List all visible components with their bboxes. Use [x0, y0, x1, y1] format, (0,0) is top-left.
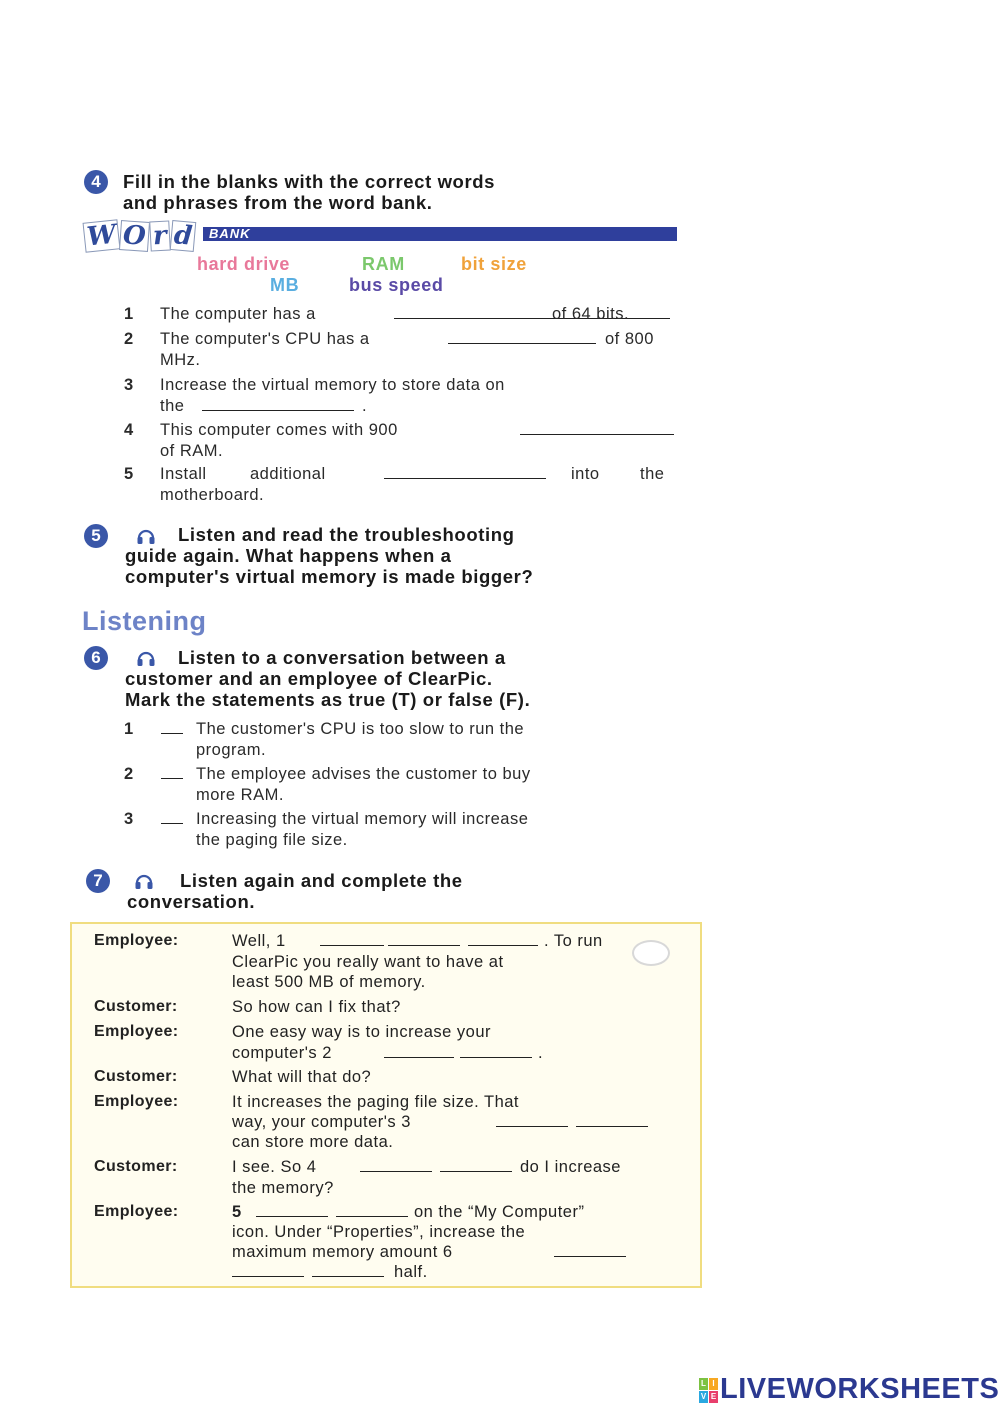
dialog-text: What will that do? — [232, 1068, 372, 1086]
answer-blank[interactable] — [468, 931, 538, 946]
dialog-text: do I increase — [520, 1158, 621, 1176]
item-text: the paging file size. — [196, 831, 348, 849]
item-number: 3 — [124, 376, 134, 394]
dialog-line — [232, 1092, 652, 1154]
true-false-item — [124, 719, 676, 761]
item-number: 1 — [124, 720, 134, 738]
speaker-label: Employee: — [94, 1203, 179, 1220]
dialog-text: computer's 2 — [232, 1044, 332, 1062]
dialog-text: One easy way is to increase your — [232, 1023, 492, 1041]
word-bank-bar: BANK — [203, 227, 677, 241]
item-text: program. — [196, 741, 267, 759]
dialog-text: icon. Under “Properties”, increase the — [232, 1223, 526, 1241]
answer-blank[interactable] — [440, 1157, 512, 1172]
dialog-text: on the “My Computer” — [414, 1203, 585, 1221]
item-text: Install — [160, 465, 207, 483]
word-bank-letter: d — [169, 220, 196, 252]
item-text: more RAM. — [196, 786, 284, 804]
exercise-4-item — [124, 464, 676, 506]
exercise-5-line2: guide again. What happens when a — [125, 545, 452, 566]
answer-blank[interactable] — [232, 1262, 304, 1277]
dialog-text: . — [538, 1044, 544, 1062]
item-text: The computer's CPU has a — [160, 330, 370, 348]
dialog-line — [232, 1157, 662, 1199]
item-number: 5 — [124, 465, 134, 483]
item-text: the — [160, 397, 185, 415]
answer-blank[interactable] — [360, 1157, 432, 1172]
answer-blank[interactable] — [554, 1242, 626, 1257]
exercise-4-heading — [123, 171, 495, 213]
exercise-5-line3: computer's virtual memory is made bigger? — [125, 566, 534, 587]
dialog-text: I see. So 4 — [232, 1158, 317, 1176]
bank-word-bit-size: bit size — [461, 254, 527, 274]
liveworksheets-logo-text[interactable]: LIVEWORKSHEETS — [720, 1373, 1000, 1405]
tf-answer-blank[interactable] — [161, 719, 183, 734]
answer-blank[interactable] — [520, 420, 674, 435]
badge-letter-v: V — [700, 1392, 707, 1401]
item-text: The customer's CPU is too slow to run the — [196, 720, 525, 738]
exercise-4-heading-line1: Fill in the blanks with the correct words — [123, 171, 496, 192]
answer-blank[interactable] — [460, 1043, 532, 1058]
dialog-line — [232, 1202, 662, 1284]
dialog-text: ClearPic you really want to have at — [232, 953, 504, 971]
dialog-text: the memory? — [232, 1179, 334, 1197]
item-text: The computer has a — [160, 305, 316, 323]
item-number: 2 — [124, 330, 134, 348]
exercise-4-heading-line2: and phrases from the word bank. — [123, 192, 433, 213]
exercise-4-item — [124, 420, 676, 462]
badge-letter-e: E — [710, 1392, 717, 1401]
item-number: 2 — [124, 765, 134, 783]
item-text: the — [640, 465, 665, 483]
dialog-text: maximum memory amount 6 — [232, 1243, 453, 1261]
item-text: of RAM. — [160, 442, 224, 460]
word-bank-letter: O — [119, 220, 150, 252]
item-text: of 800 — [605, 330, 654, 348]
dialog-text: way, your computer's 3 — [232, 1113, 411, 1131]
speaker-label: Employee: — [94, 1093, 179, 1110]
headphones-icon — [134, 872, 154, 890]
tf-answer-blank[interactable] — [161, 764, 183, 779]
dialog-line — [232, 1022, 652, 1064]
item-text: Increasing the virtual memory will increase — [196, 810, 529, 828]
exercise-6-line3: Mark the statements as true (T) or false (F). — [125, 689, 531, 710]
answer-blank[interactable] — [448, 329, 596, 344]
dialog-line — [232, 931, 652, 993]
exercise-6-line2: customer and an employee of ClearPic. — [125, 668, 493, 689]
exercise-4-item — [124, 375, 676, 417]
speaker-label: Customer: — [94, 1068, 178, 1085]
badge-letter-i: I — [709, 1378, 718, 1390]
exercise-7-number: 7 — [86, 869, 110, 893]
item-text: The employee advises the customer to buy — [196, 765, 531, 783]
item-number: 4 — [124, 421, 134, 439]
bank-word-ram: RAM — [362, 254, 405, 274]
item-text: This computer comes with 900 — [160, 421, 398, 439]
answer-blank[interactable] — [256, 1202, 328, 1217]
dialog-text: least 500 MB of memory. — [232, 973, 426, 991]
dialog-text: . To run — [544, 932, 603, 950]
bank-word-mb: MB — [270, 275, 300, 295]
answer-blank[interactable] — [202, 396, 354, 411]
answer-blank[interactable] — [312, 1262, 384, 1277]
bank-word-hard-drive: hard drive — [197, 254, 291, 274]
dialog-text: can store more data. — [232, 1133, 394, 1151]
word-bank-letter: W — [83, 219, 121, 253]
answer-blank[interactable] — [320, 931, 384, 946]
dialog-text: Well, 1 — [232, 932, 286, 950]
liveworksheets-badge-icon — [699, 1378, 719, 1404]
exercise-4-item — [124, 329, 676, 371]
dialog-text: So how can I fix that? — [232, 998, 401, 1016]
speaker-label: Employee: — [94, 932, 179, 949]
exercise-4-item — [124, 304, 676, 325]
true-false-item — [124, 809, 676, 851]
item-text: motherboard. — [160, 486, 265, 504]
answer-blank[interactable] — [384, 1043, 454, 1058]
bank-word-bus-speed: bus speed — [349, 275, 444, 295]
dialog-text: 5 — [232, 1203, 242, 1221]
item-text: MHz. — [160, 351, 201, 369]
answer-blank[interactable] — [388, 931, 460, 946]
word-bank-logo — [84, 221, 196, 251]
answer-blank[interactable] — [384, 464, 546, 479]
speaker-label: Employee: — [94, 1023, 179, 1040]
item-text: Increase the virtual memory to store data on — [160, 376, 505, 394]
exercise-4-number: 4 — [84, 170, 108, 194]
headphones-icon — [136, 527, 156, 545]
exercise-6-number: 6 — [84, 646, 108, 670]
exercise-6-line1: Listen to a conversation between a — [178, 647, 506, 668]
badge-letter-l: L — [699, 1378, 708, 1390]
exercise-5-line1: Listen and read the troubleshooting — [178, 524, 515, 545]
true-false-item — [124, 764, 676, 806]
item-text: of 64 bits. — [552, 305, 630, 323]
item-text: into — [571, 465, 600, 483]
word-bank-letter: r — [149, 221, 170, 252]
tf-answer-blank[interactable] — [161, 809, 183, 824]
dialog-text: half. — [394, 1263, 428, 1281]
exercise-7-line2: conversation. — [127, 891, 256, 912]
headphones-icon — [136, 649, 156, 667]
speaker-label: Customer: — [94, 1158, 178, 1175]
item-text: additional — [250, 465, 326, 483]
exercise-7-line1: Listen again and complete the — [180, 870, 463, 891]
answer-blank[interactable] — [496, 1112, 568, 1127]
item-text: . — [362, 397, 368, 415]
section-title-listening: Listening — [82, 606, 207, 636]
speaker-label: Customer: — [94, 998, 178, 1015]
exercise-5-number: 5 — [84, 524, 108, 548]
answer-blank[interactable] — [336, 1202, 408, 1217]
item-number: 1 — [124, 305, 134, 323]
item-number: 3 — [124, 810, 134, 828]
answer-blank[interactable] — [576, 1112, 648, 1127]
dialog-text: It increases the paging file size. That — [232, 1093, 520, 1111]
